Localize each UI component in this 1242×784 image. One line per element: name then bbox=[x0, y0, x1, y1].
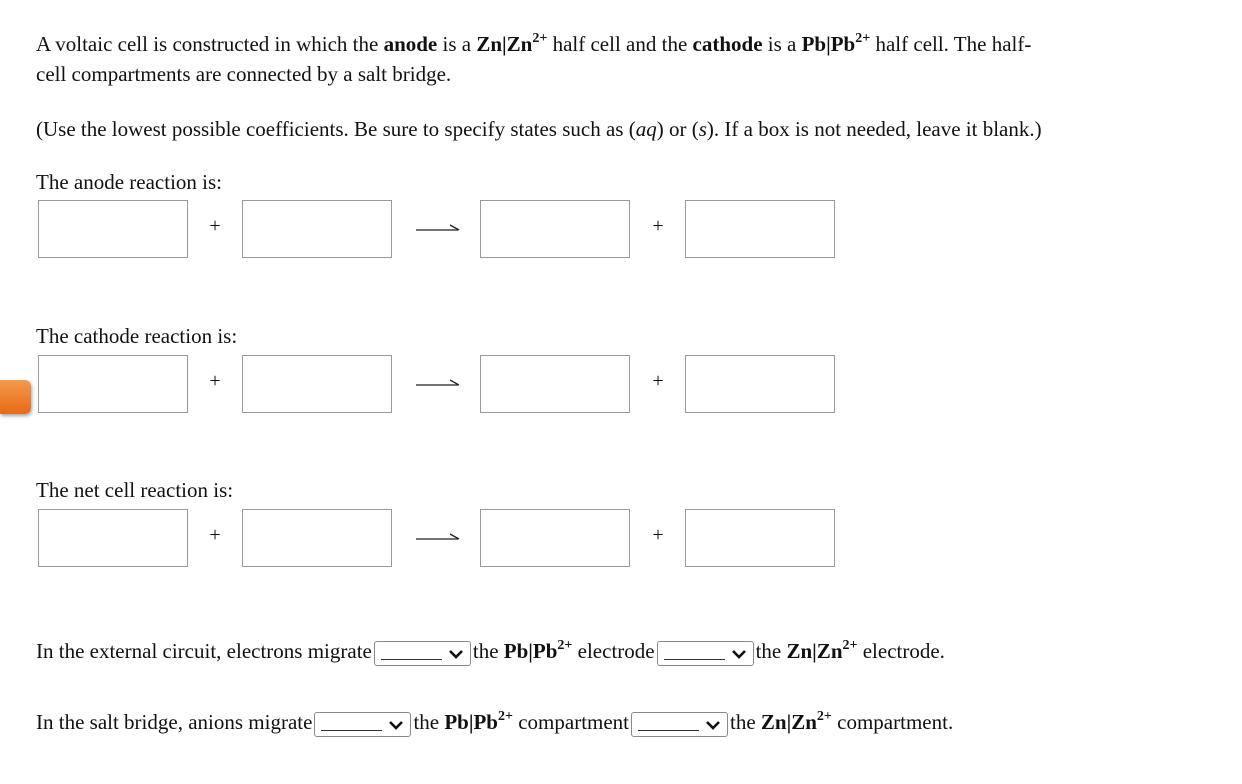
salt-direction-2-select[interactable] bbox=[631, 712, 728, 737]
chevron-down-icon bbox=[388, 717, 404, 733]
external-circuit-sentence bbox=[36, 636, 945, 666]
cathode-reaction-label: The cathode reaction is: bbox=[36, 324, 238, 348]
sentence-text: compartment. bbox=[831, 710, 954, 734]
net-product-1-box[interactable] bbox=[480, 509, 630, 567]
charge-superscript: 2+ bbox=[557, 638, 573, 653]
sentence-text: the bbox=[413, 710, 445, 734]
instructions-text: ) or ( bbox=[656, 117, 699, 141]
plus-sign: + bbox=[652, 215, 664, 237]
right-arrow-icon bbox=[416, 224, 460, 236]
intro-text: half cell and the bbox=[547, 32, 693, 56]
charge-superscript: 2+ bbox=[532, 31, 548, 46]
intro-text: is a bbox=[437, 32, 477, 56]
cathode-reactant-2-box[interactable] bbox=[242, 355, 392, 413]
chevron-down-icon bbox=[731, 646, 747, 662]
pb-half-cell: Pb|Pb bbox=[444, 710, 498, 734]
select-value bbox=[664, 659, 725, 660]
zn-half-cell: Zn|Zn bbox=[760, 710, 817, 734]
instructions-text: (Use the lowest possible coefficients. Be sure to specify states such as ( bbox=[36, 117, 636, 141]
external-direction-1-select[interactable] bbox=[374, 641, 471, 666]
plus-sign: + bbox=[652, 524, 664, 546]
external-direction-2-select[interactable] bbox=[657, 641, 754, 666]
sentence-text: the bbox=[472, 639, 504, 663]
charge-superscript: 2+ bbox=[855, 31, 871, 46]
select-value bbox=[638, 730, 699, 731]
sentence-text: compartment bbox=[512, 710, 630, 734]
instructions bbox=[36, 114, 1042, 144]
salt-direction-1-select[interactable] bbox=[314, 712, 411, 737]
charge-superscript: 2+ bbox=[497, 709, 513, 724]
cathode-word: cathode bbox=[692, 32, 763, 56]
intro-line-2: cell compartments are connected by a salt bridge. bbox=[36, 62, 452, 86]
side-tab-handle[interactable] bbox=[0, 380, 31, 414]
right-arrow-icon bbox=[416, 533, 460, 545]
cathode-half-cell: Pb|Pb bbox=[801, 32, 856, 56]
zn-half-cell: Zn|Zn bbox=[786, 639, 843, 663]
net-reactant-2-box[interactable] bbox=[242, 509, 392, 567]
anode-reactant-1-box[interactable] bbox=[38, 200, 188, 258]
charge-superscript: 2+ bbox=[816, 709, 832, 724]
intro-text: half cell. The half- bbox=[870, 32, 1032, 56]
sentence-text: In the salt bridge, anions migrate bbox=[36, 710, 313, 734]
sentence-text: the bbox=[755, 639, 787, 663]
salt-bridge-sentence bbox=[36, 707, 953, 737]
anode-reaction-label: The anode reaction is: bbox=[36, 170, 223, 194]
charge-superscript: 2+ bbox=[842, 638, 858, 653]
state-aq: aq bbox=[635, 117, 657, 141]
net-reaction-label: The net cell reaction is: bbox=[36, 478, 234, 502]
sentence-text: electrode bbox=[572, 639, 655, 663]
anode-reactant-2-box[interactable] bbox=[242, 200, 392, 258]
intro-text: is a bbox=[762, 32, 802, 56]
instructions-text: ). If a box is not needed, leave it blank.) bbox=[706, 117, 1042, 141]
sentence-text: electrode. bbox=[857, 639, 945, 663]
net-reactant-1-box[interactable] bbox=[38, 509, 188, 567]
intro-text: A voltaic cell is constructed in which the bbox=[36, 32, 384, 56]
sentence-text: the bbox=[730, 710, 761, 734]
anode-half-cell: Zn|Zn bbox=[476, 32, 533, 56]
cathode-reactant-1-box[interactable] bbox=[38, 355, 188, 413]
select-value bbox=[381, 659, 442, 660]
plus-sign: + bbox=[209, 215, 221, 237]
state-s: s bbox=[698, 117, 707, 141]
sentence-text: In the external circuit, electrons migrate bbox=[36, 639, 372, 663]
anode-product-2-box[interactable] bbox=[685, 200, 835, 258]
chevron-down-icon bbox=[705, 717, 721, 733]
plus-sign: + bbox=[652, 370, 664, 392]
select-value bbox=[321, 730, 382, 731]
plus-sign: + bbox=[209, 370, 221, 392]
chevron-down-icon bbox=[448, 646, 464, 662]
net-product-2-box[interactable] bbox=[685, 509, 835, 567]
anode-product-1-box[interactable] bbox=[480, 200, 630, 258]
intro-line-1 bbox=[36, 29, 1031, 59]
pb-half-cell: Pb|Pb bbox=[503, 639, 558, 663]
plus-sign: + bbox=[209, 524, 221, 546]
cathode-product-1-box[interactable] bbox=[480, 355, 630, 413]
right-arrow-icon bbox=[416, 379, 460, 391]
cathode-product-2-box[interactable] bbox=[685, 355, 835, 413]
anode-word: anode bbox=[383, 32, 438, 56]
